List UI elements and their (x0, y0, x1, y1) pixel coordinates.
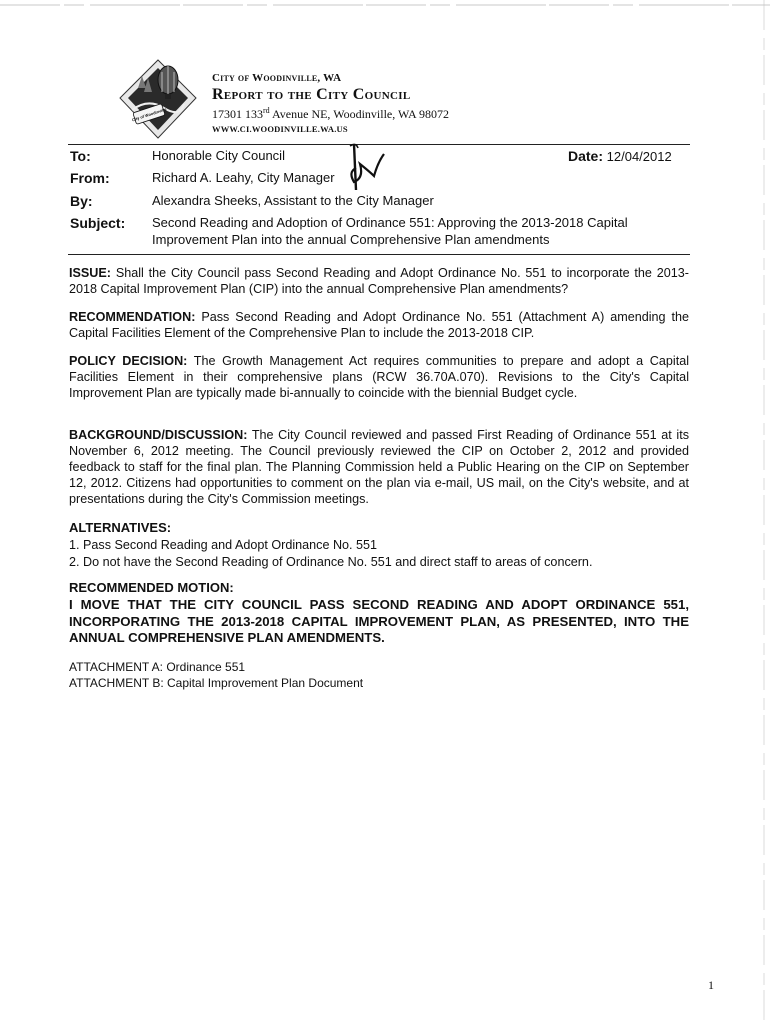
recommendation-paragraph (69, 309, 689, 341)
from-value: Richard A. Leahy, City Manager (152, 170, 335, 185)
alternatives-heading: ALTERNATIVES: (69, 520, 172, 535)
issue-paragraph (69, 265, 689, 297)
by-label: By: (70, 193, 93, 209)
background-paragraph (69, 427, 689, 507)
scan-artifact-right (756, 0, 770, 1024)
background-text: The City Council reviewed and passed First Reading of Ordinance 551 at its November 6, 2012 meeting. The Council previously reviewed the CIP on October 2, 2012 and provided feedback to staff for the final plan. The Planning Commission held a Public Hearing on the CIP on September 12, 2012. Citizens had opportunities to comment on the plan via e-mail, US mail, on the City's website, and at presentations during the City's Commission meetings. (69, 428, 689, 506)
by-value: Alexandra Sheeks, Assistant to the City Manager (152, 193, 434, 208)
background-label: BACKGROUND/DISCUSSION: (69, 428, 248, 442)
alternative-item: 2. Do not have the Second Reading of Ordinance No. 551 and direct staff to areas of concern. (69, 555, 593, 569)
date-value: 12/04/2012 (606, 149, 672, 164)
policy-label: POLICY DECISION: (69, 354, 188, 368)
motion-text: I MOVE THAT THE CITY COUNCIL PASS SECOND READING AND ADOPT ORDINANCE 551, INCORPORATING THE 2013-2018 CAPITAL IMPROVEMENT PLAN, AS PRESENTED, INTO THE ANNUAL COMPREHENSIVE PLAN AMENDMENTS. (69, 597, 689, 645)
letterhead (212, 72, 632, 134)
letterhead-address: 17301 133rd Avenue NE, Woodinville, WA 98072 (212, 106, 450, 121)
alternative-item: 1. Pass Second Reading and Adopt Ordinance No. 551 (69, 538, 378, 552)
issue-label: ISSUE: (69, 266, 111, 280)
date-label: Date: (568, 148, 604, 164)
letterhead-city: City of Woodinville, WA (212, 72, 342, 84)
recommendation-label: RECOMMENDATION: (69, 310, 196, 324)
recommendation-text: Pass Second Reading and Adopt Ordinance No. 551 (Attachment A) amending the Capital Facilities Element of the Comprehensive Plan to include the 2013-2018 CIP. (69, 310, 689, 340)
motion-heading: RECOMMENDED MOTION: (69, 580, 234, 595)
scan-artifact-top (0, 2, 770, 8)
policy-text: The Growth Management Act requires communities to prepare and adopt a Capital Facilities Element in their comprehensive plans (RCW 36.70A.070). Revisions to the City's Capital Improvement Plan are typically made bi-annually to coincide with the biennial Budget cycle. (69, 354, 689, 400)
attachment-a: ATTACHMENT A: Ordinance 551 (69, 660, 246, 674)
letterhead-website: WWW.CI.WOODINVILLE.WA.US (212, 124, 348, 134)
to-value: Honorable City Council (152, 148, 285, 163)
date-field (568, 148, 672, 164)
city-logo (118, 58, 198, 140)
attachment-b: ATTACHMENT B: Capital Improvement Plan Document (69, 676, 364, 690)
issue-text: Shall the City Council pass Second Reading and Adopt Ordinance No. 551 to incorporate the 2013-2018 Capital Improvement Plan (CIP) into the annual Comprehensive Plan amendments? (69, 266, 689, 296)
logo-text: City of Woodinville (131, 106, 168, 123)
subject-label: Subject: (70, 215, 126, 231)
signature-initials (344, 142, 388, 194)
to-label: To: (70, 148, 91, 164)
page-number: 1 (708, 978, 714, 992)
alternatives-list (69, 537, 689, 571)
letterhead-title: Report to the City Council (212, 86, 411, 103)
subject-value: Second Reading and Adoption of Ordinance 551: Approving the 2013-2018 Capital Improvement Plan into the annual Comprehensive Plan amendments (152, 215, 628, 247)
from-label: From: (70, 170, 110, 186)
policy-paragraph (69, 353, 689, 401)
header-rule-bottom (68, 254, 690, 255)
